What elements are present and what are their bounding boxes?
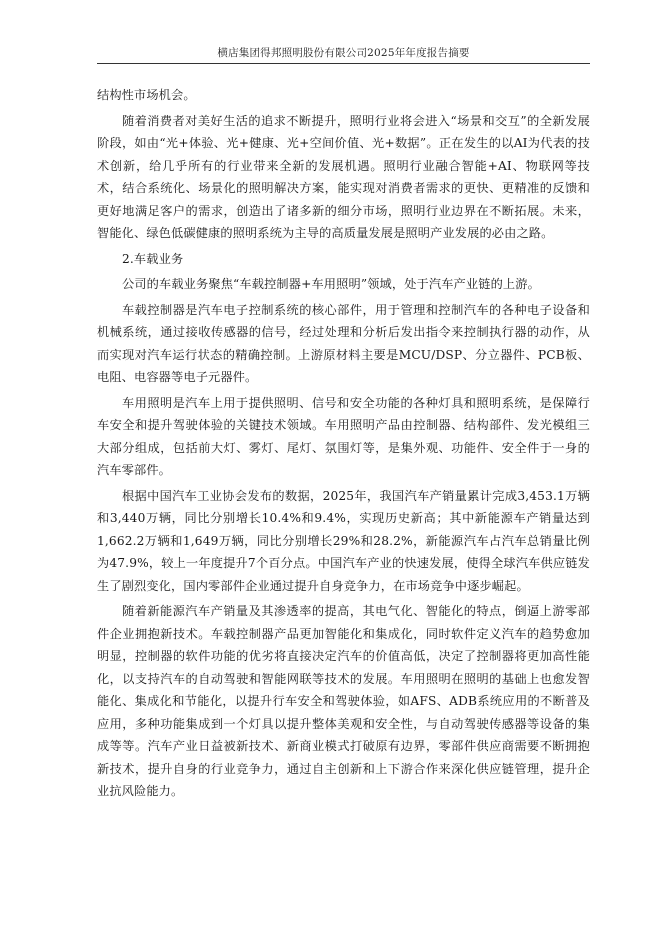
paragraph-auto-industry-data: 根据中国汽车工业协会发布的数据，2025年，我国汽车产销量累计完成3,453.1万辆和3,440万辆，同比分别增长10.4%和9.4%，实现历史新高；其中新能源车产销量达到1,662.2万辆和1,649万辆，同比分别增长29%和28.2%，新能源汽车占汽车总销量比例为47.9%，较上一年度提升7个百分点。中国汽车产业的快速发展，使得全球汽车供应链发生了剧烈变化，国内零部件企业通过提升自身竞争力，在市场竞争中逐步崛起。 <box>97 488 590 593</box>
paragraph-ev-technology: 随着新能源汽车产销量及其渗透率的提高，其电气化、智能化的特点，倒逼上游零部件企业拥抱新技术。车载控制器产品更加智能化和集成化，同时软件定义汽车的趋势愈加明显，控制器的软件功能的优劣将直接决定汽车的价值高低，决定了控制器将更加高性能化，以支持汽车的自动驾驶和智能网联等技术的发展。车用照明在照明的基础上也愈发智能化、集成化和节能化，以提升行车安全和驾驶体验，如AFS、ADB系统应用的不断普及应用，多种功能集成到一个灯具以提升整体美观和安全性，与自动驾驶传感器等设备的集成等等。汽车产业日益被新技术、新商业模式打破原有边界，零部件供应商需要不断拥抱新技术，提升自身的行业竞争力，通过自主创新和上下游合作来深化供应链管理，提升企业抗风险能力。 <box>97 604 590 798</box>
paragraph-lighting-trend: 随着消费者对美好生活的追求不断提升，照明行业将会进入“场景和交互”的全新发展阶段，如由“光+体验、光+健康、光+空间价值、光+数据”。正在发生的以AI为代表的技术创新，给几乎所有的行业带来全新的发展机遇。照明行业融合智能+AI、物联网等技术，结合系统化、场景化的照明解决方案，能实现对消费者需求的更快、更精准的反馈和更好地满足客户的需求，创造出了诸多新的细分市场，照明行业边界在不断拓展。未来，智能化、绿色低碳健康的照明系统为主导的高质量发展是照明产业发展的必由之路。 <box>97 113 590 240</box>
paragraph-vehicle-lighting: 车用照明是汽车上用于提供照明、信号和安全功能的各种灯具和照明系统，是保障行车安全和提升驾驶体验的关键技术领域。车用照明产品由控制器、结构部件、发光模组三大部分组成，包括前大灯、雾灯、尾灯、氛围灯等，是集外观、功能件、安全件于一身的汽车零部件。 <box>97 395 590 477</box>
document-body <box>97 84 590 806</box>
paragraph-vehicle-focus: 公司的车载业务聚焦“车载控制器+车用照明”领域，处于汽车产业链的上游。 <box>122 277 540 291</box>
section-heading-vehicle-business: 2.车载业务 <box>122 251 184 266</box>
header-divider <box>97 63 590 64</box>
page-header: 横店集团得邦照明股份有限公司2025年年度报告摘要 <box>217 47 470 59</box>
paragraph-vehicle-controller: 车载控制器是汽车电子控制系统的核心部件，用于管理和控制汽车的各种电子设备和机械系统，通过接收传感器的信号，经过处理和分析后发出指令来控制执行器的动作，从而实现对汽车运行状态的精确控制。上游原材料主要是MCU/DSP、分立器件、PCB板、电阻、电容器等电子元器件。 <box>97 302 590 384</box>
paragraph-continuation: 结构性市场机会。 <box>97 88 196 102</box>
